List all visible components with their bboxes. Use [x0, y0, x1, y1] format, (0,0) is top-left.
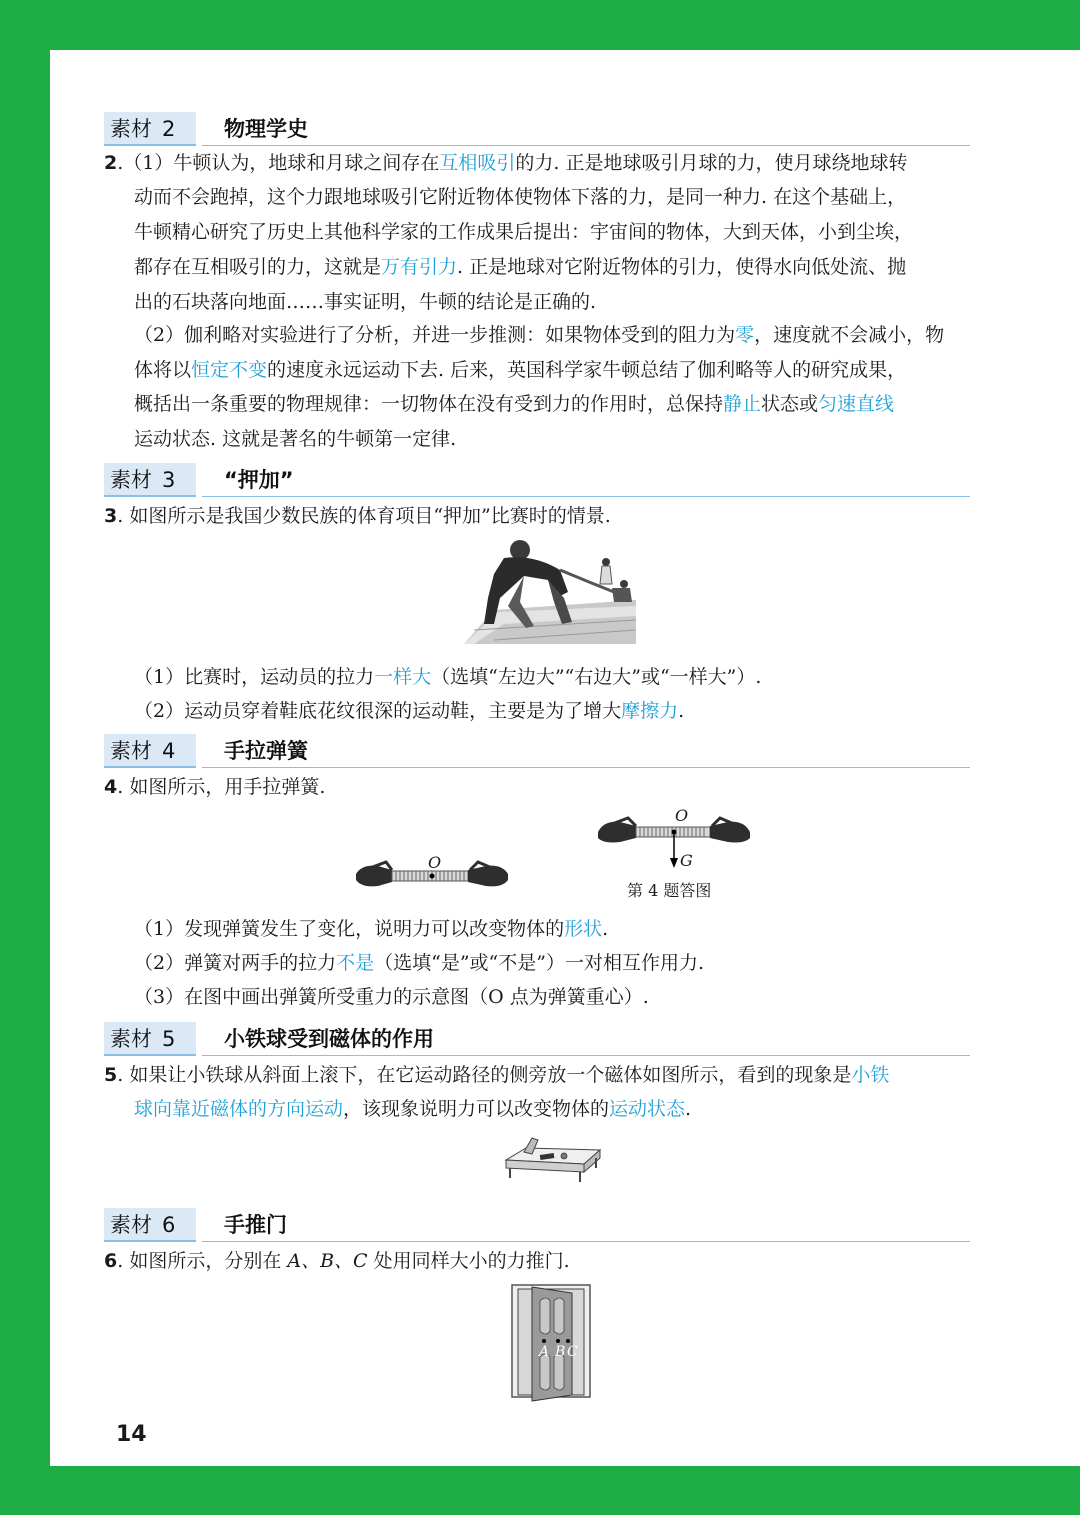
section-tag-label: 素材 — [110, 117, 152, 141]
q2-line-8 — [134, 387, 972, 421]
q6-stem — [104, 1244, 972, 1278]
q2-line-9: 运动状态. 这就是著名的牛顿第一定律. — [134, 428, 457, 450]
q2-line-2: 动而不会跑掉，这个力跟地球吸引它附近物体使物体下落的力，是同一种力. 在这个基础上， — [134, 186, 907, 208]
q5-line-2 — [134, 1092, 972, 1126]
gravity-label: G — [680, 851, 693, 870]
door-point-c-label: C — [567, 1344, 578, 1360]
text: 体将以 — [134, 359, 192, 381]
point-o-label: O — [428, 853, 442, 872]
section-rule — [202, 767, 970, 768]
section-title: 物理学史 — [224, 117, 308, 141]
text: （选填“左边大”“右边大”或“一样大”）. — [431, 666, 762, 688]
answer: 恒定不变 — [191, 359, 268, 381]
section-rule — [202, 496, 970, 497]
text: .（1）牛顿认为，地球和月球之间存在 — [117, 152, 440, 174]
section-tag — [104, 112, 196, 146]
q2-line-6 — [134, 318, 972, 352]
text: （选填“是”或“不是”）一对相互作用力. — [374, 952, 705, 974]
section-tag — [104, 734, 196, 768]
section-header-2 — [104, 112, 970, 146]
text: 概括出一条重要的物理规律：一切物体在没有受到力的作用时，总保持 — [134, 393, 724, 415]
section-number: 5 — [162, 1027, 176, 1051]
text: . — [602, 918, 609, 940]
green-frame-bottom — [0, 1466, 1080, 1515]
question-number: 4 — [104, 776, 118, 798]
text: . 如图所示是我国少数民族的体育项目“押加”比赛时的情景. — [117, 505, 611, 527]
section-header-5 — [104, 1022, 970, 1056]
section-tag-label: 素材 — [110, 739, 152, 763]
q5-line-1 — [104, 1058, 972, 1092]
section-tag — [104, 1208, 196, 1242]
answer: 形状 — [564, 918, 603, 940]
text: 的速度永远运动下去. 后来，英国科学家牛顿总结了伽利略等人的研究成果， — [267, 359, 907, 381]
green-frame-top — [0, 0, 1080, 50]
magnet-ramp-figure — [502, 1134, 602, 1186]
q2-line-7 — [134, 353, 972, 387]
text: （2）运动员穿着鞋底花纹很深的运动鞋，主要是为了增大 — [134, 700, 622, 722]
q4-part-3: （3）在图中画出弹簧所受重力的示意图（O 点为弹簧重心）. — [134, 986, 649, 1008]
section-tag — [104, 463, 196, 497]
answer-point-o-label: O — [675, 806, 689, 825]
q2-line-4 — [134, 250, 972, 284]
section-tag-label: 素材 — [110, 468, 152, 492]
section-number: 4 — [162, 739, 176, 763]
text: . — [685, 1098, 692, 1120]
q4-part-1 — [134, 912, 972, 946]
text: ，该现象说明力可以改变物体的 — [343, 1098, 610, 1120]
q3-part-2 — [134, 694, 972, 728]
text: . — [678, 700, 685, 722]
section-header-3 — [104, 463, 970, 497]
q4-part-2 — [134, 946, 972, 980]
text: （2）伽利略对实验进行了分析，并进一步推测：如果物体受到的阻力为 — [134, 324, 736, 346]
q2-line-5: 出的石块落向地面……事实证明，牛顿的结论是正确的. — [134, 291, 597, 313]
door-point-a-label: A — [539, 1344, 550, 1360]
answer: 零 — [735, 324, 755, 346]
text: 的力. 正是地球吸引月球的力，使月球绕地球转 — [515, 152, 908, 174]
door-figure — [510, 1283, 594, 1405]
question-number: 3 — [104, 505, 118, 527]
tug-of-war-photo — [464, 540, 636, 644]
text: （2）弹簧对两手的拉力 — [134, 952, 337, 974]
text: 状态或 — [761, 393, 819, 415]
section-number: 6 — [162, 1213, 176, 1237]
section-header-4 — [104, 734, 970, 768]
text: . 正是地球对它附近物体的引力，使得水向低处流、抛 — [457, 256, 907, 278]
q2-line-3: 牛顿精心研究了历史上其他科学家的工作成果后提出：宇宙间的物体，大到天体，小到尘埃， — [134, 221, 914, 243]
answer: 互相吸引 — [439, 152, 516, 174]
door-point-b-label: B — [555, 1344, 566, 1360]
section-title: 手推门 — [224, 1213, 287, 1237]
figure-caption: 第 4 题答图 — [627, 881, 712, 900]
text: （1）比赛时，运动员的拉力 — [134, 666, 375, 688]
answer: 运动状态 — [609, 1098, 686, 1120]
section-tag-label: 素材 — [110, 1213, 152, 1237]
question-number: 6 — [104, 1250, 118, 1272]
text: （1）发现弹簧发生了变化，说明力可以改变物体的 — [134, 918, 565, 940]
text: . 如图所示，分别在 — [117, 1250, 288, 1272]
q3-part-1 — [134, 660, 972, 694]
green-frame-left — [0, 0, 50, 1515]
text: 处用同样大小的力推门. — [367, 1250, 570, 1272]
section-number: 2 — [162, 117, 176, 141]
answer: 小铁 — [851, 1064, 890, 1086]
question-number: 5 — [104, 1064, 118, 1086]
section-tag-label: 素材 — [110, 1027, 152, 1051]
section-tag — [104, 1022, 196, 1056]
question-number: 2 — [104, 152, 118, 174]
text: 都存在互相吸引的力，这就是 — [134, 256, 382, 278]
answer: 球向靠近磁体的方向运动 — [134, 1098, 344, 1120]
page-number: 14 — [116, 1422, 147, 1447]
section-title: 小铁球受到磁体的作用 — [224, 1027, 434, 1051]
answer: 匀速直线 — [818, 393, 895, 415]
text: . 如图所示，用手拉弹簧. — [117, 776, 326, 798]
point-labels: A、B、C — [287, 1250, 368, 1272]
spring-answer-figure — [594, 812, 754, 870]
answer: 万有引力 — [381, 256, 458, 278]
text: . 如果让小铁球从斜面上滚下，在它运动路径的侧旁放一个磁体如图所示，看到的现象是 — [117, 1064, 852, 1086]
section-header-6 — [104, 1208, 970, 1242]
text: ，速度就不会减小，物 — [754, 324, 945, 346]
section-rule — [202, 1055, 970, 1056]
section-title: “押加” — [224, 468, 294, 492]
answer: 摩擦力 — [621, 700, 679, 722]
answer: 不是 — [336, 952, 375, 974]
q4-stem — [104, 770, 972, 804]
section-number: 3 — [162, 468, 176, 492]
section-title: 手拉弹簧 — [224, 739, 308, 763]
q2-line-1 — [104, 146, 972, 180]
q3-stem — [104, 499, 972, 533]
answer: 一样大 — [374, 666, 432, 688]
section-rule — [202, 1241, 970, 1242]
answer: 静止 — [723, 393, 762, 415]
